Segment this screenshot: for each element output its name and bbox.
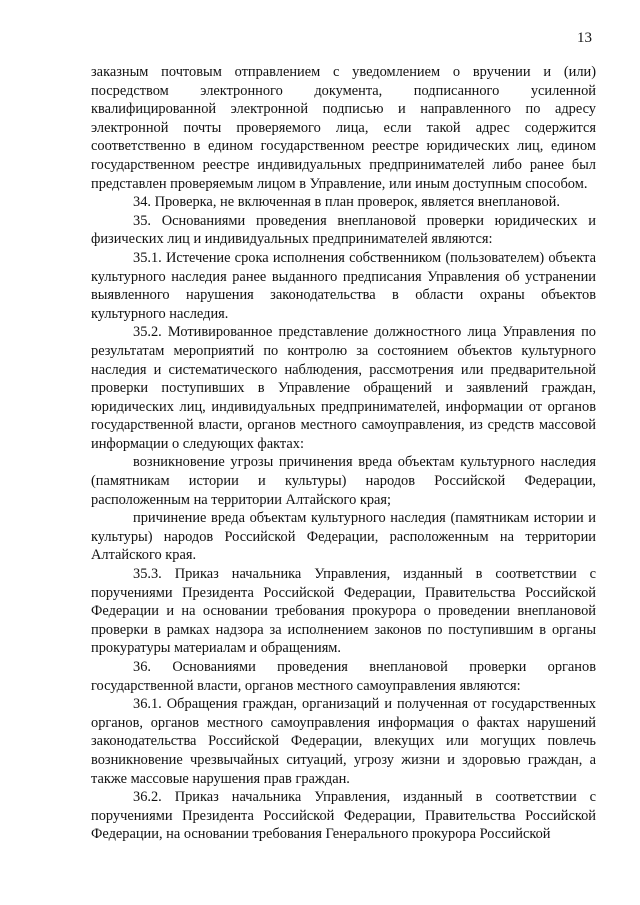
page-number: 13 <box>577 30 592 46</box>
paragraph-35-2-item-threat: возникновение угрозы причинения вреда объектам культурного наследия (памятникам истории и культуры) народов Российской Федерации, расположенным на территории Алтайского края; <box>91 454 596 508</box>
paragraph-continuation: заказным почтовым отправлением с уведомлением о вручении и (или) посредством электронного документа, подписанного усиленной квалифицированной электронной подписью и направленного по адресу электронной почты проверяемого лица, если такой адрес содержится соответственно в едином государственном реестре юридических лиц, едином государственном реестре индивидуальных предпринимателей либо ранее был представлен проверяемым лицом в Управление, или иным доступным способом. <box>91 64 596 192</box>
paragraph-36: 36. Основаниями проведения внеплановой проверки органов государственной власти, органов местного самоуправления являются: <box>91 659 596 694</box>
paragraph-35-2-item-harm: причинение вреда объектам культурного наследия (памятникам истории и культуры) народов Российской Федерации, расположенным на территории Алтайского края. <box>91 510 596 564</box>
paragraph-34: 34. Проверка, не включенная в план проверок, является внеплановой. <box>133 194 560 211</box>
paragraph-36-2: 36.2. Приказ начальника Управления, изданный в соответствии с поручениями Президента Российской Федерации, Правительства Российской Федерации, на основании требования Генерального прокурора Российской <box>91 789 596 843</box>
paragraph-36-1: 36.1. Обращения граждан, организаций и полученная от государственных органов, органов местного самоуправления информация о фактах нарушений законодательства Российской Федерации, влекущих или могущих повлечь возникновение чрезвычайных ситуаций, угрозу жизни и здоровью граждан, а также массовые нарушения прав граждан. <box>91 696 596 787</box>
paragraph-35: 35. Основаниями проведения внеплановой проверки юридических и физических лиц и индивидуальных предпринимателей являются: <box>91 212 596 248</box>
paragraph-35-1: 35.1. Истечение срока исполнения собственником (пользователем) объекта культурного наследия ранее выданного предписания Управления об устранении выявленного нарушения законодательства в области охраны объектов культурного наследия. <box>91 249 596 322</box>
document-body <box>91 63 596 844</box>
paragraph-35-2: 35.2. Мотивированное представление должностного лица Управления по результатам мероприятий по контролю за состоянием объектов культурного наследия и систематического наблюдения, рассмотрения или предварительной проверки поступивших в Управление обращений и заявлений граждан, юридических лиц, индивидуальных предпринимателей, информации от органов государственной власти, органов местного самоуправления, из средств массовой информации о следующих фактах: <box>91 324 596 452</box>
paragraph-35-3: 35.3. Приказ начальника Управления, изданный в соответствии с поручениями Президента Российской Федерации, Правительства Российской Федерации и на основании требования прокурора о проведении внеплановой проверки в рамках надзора за исполнением законов по поступившим в органы прокуратуры материалам и обращениям. <box>91 566 596 657</box>
